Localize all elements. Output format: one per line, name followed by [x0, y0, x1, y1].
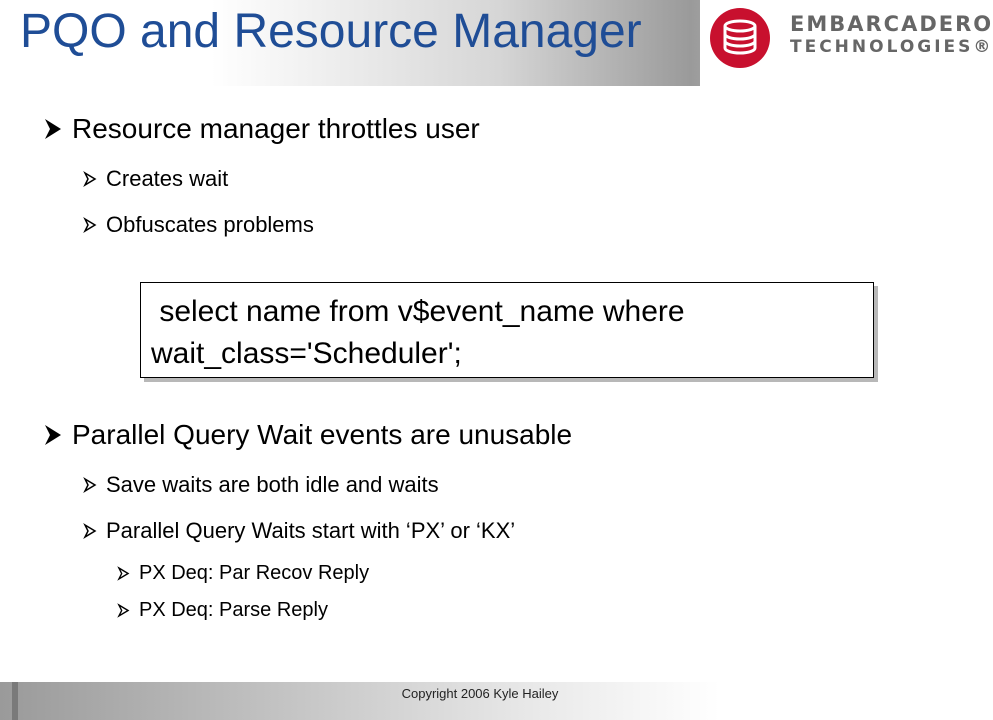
bullet-text: Parallel Query Wait events are unusable	[72, 419, 573, 450]
bullet-level1	[44, 113, 480, 145]
arrowhead-bullet-icon	[44, 424, 62, 446]
arrowhead-bullet-icon	[118, 604, 129, 617]
bullet-level1	[44, 419, 572, 451]
database-logo-icon	[708, 6, 772, 70]
copyright-footer: Copyright 2006 Kyle Hailey	[401, 686, 559, 701]
bullet-text: Creates wait	[106, 166, 229, 191]
bullet-level3	[118, 562, 369, 585]
bullet-text: Obfuscates problems	[106, 212, 314, 237]
arrowhead-bullet-icon	[84, 478, 96, 492]
logo-line-1: EMBARCADERO	[790, 12, 993, 36]
bullet-text: Save waits are both idle and waits	[106, 472, 439, 497]
sql-code-box	[140, 282, 874, 378]
arrowhead-bullet-icon	[84, 524, 96, 538]
bullet-text: Resource manager throttles user	[72, 113, 480, 144]
logo-line-2: TECHNOLOGIES®	[790, 37, 993, 57]
bullet-level2	[84, 518, 515, 544]
slide-title: PQO and Resource Manager	[20, 5, 642, 58]
sql-line-1: select name from v$event_name where	[151, 295, 685, 328]
bullet-level3	[118, 599, 328, 622]
arrowhead-bullet-icon	[44, 118, 62, 140]
bullet-text: PX Deq: Par Recov Reply	[139, 562, 370, 584]
bullet-text: Parallel Query Waits start with ‘PX’ or ‘KX’	[106, 518, 516, 543]
bullet-level2	[84, 212, 314, 238]
company-logo-text	[790, 14, 993, 56]
bullet-level2	[84, 472, 439, 498]
arrowhead-bullet-icon	[84, 218, 96, 232]
arrowhead-bullet-icon	[118, 567, 129, 580]
arrowhead-bullet-icon	[84, 172, 96, 186]
bullet-text: PX Deq: Parse Reply	[139, 599, 328, 621]
sql-line-2: wait_class='Scheduler';	[151, 337, 462, 370]
bullet-level2	[84, 166, 228, 192]
